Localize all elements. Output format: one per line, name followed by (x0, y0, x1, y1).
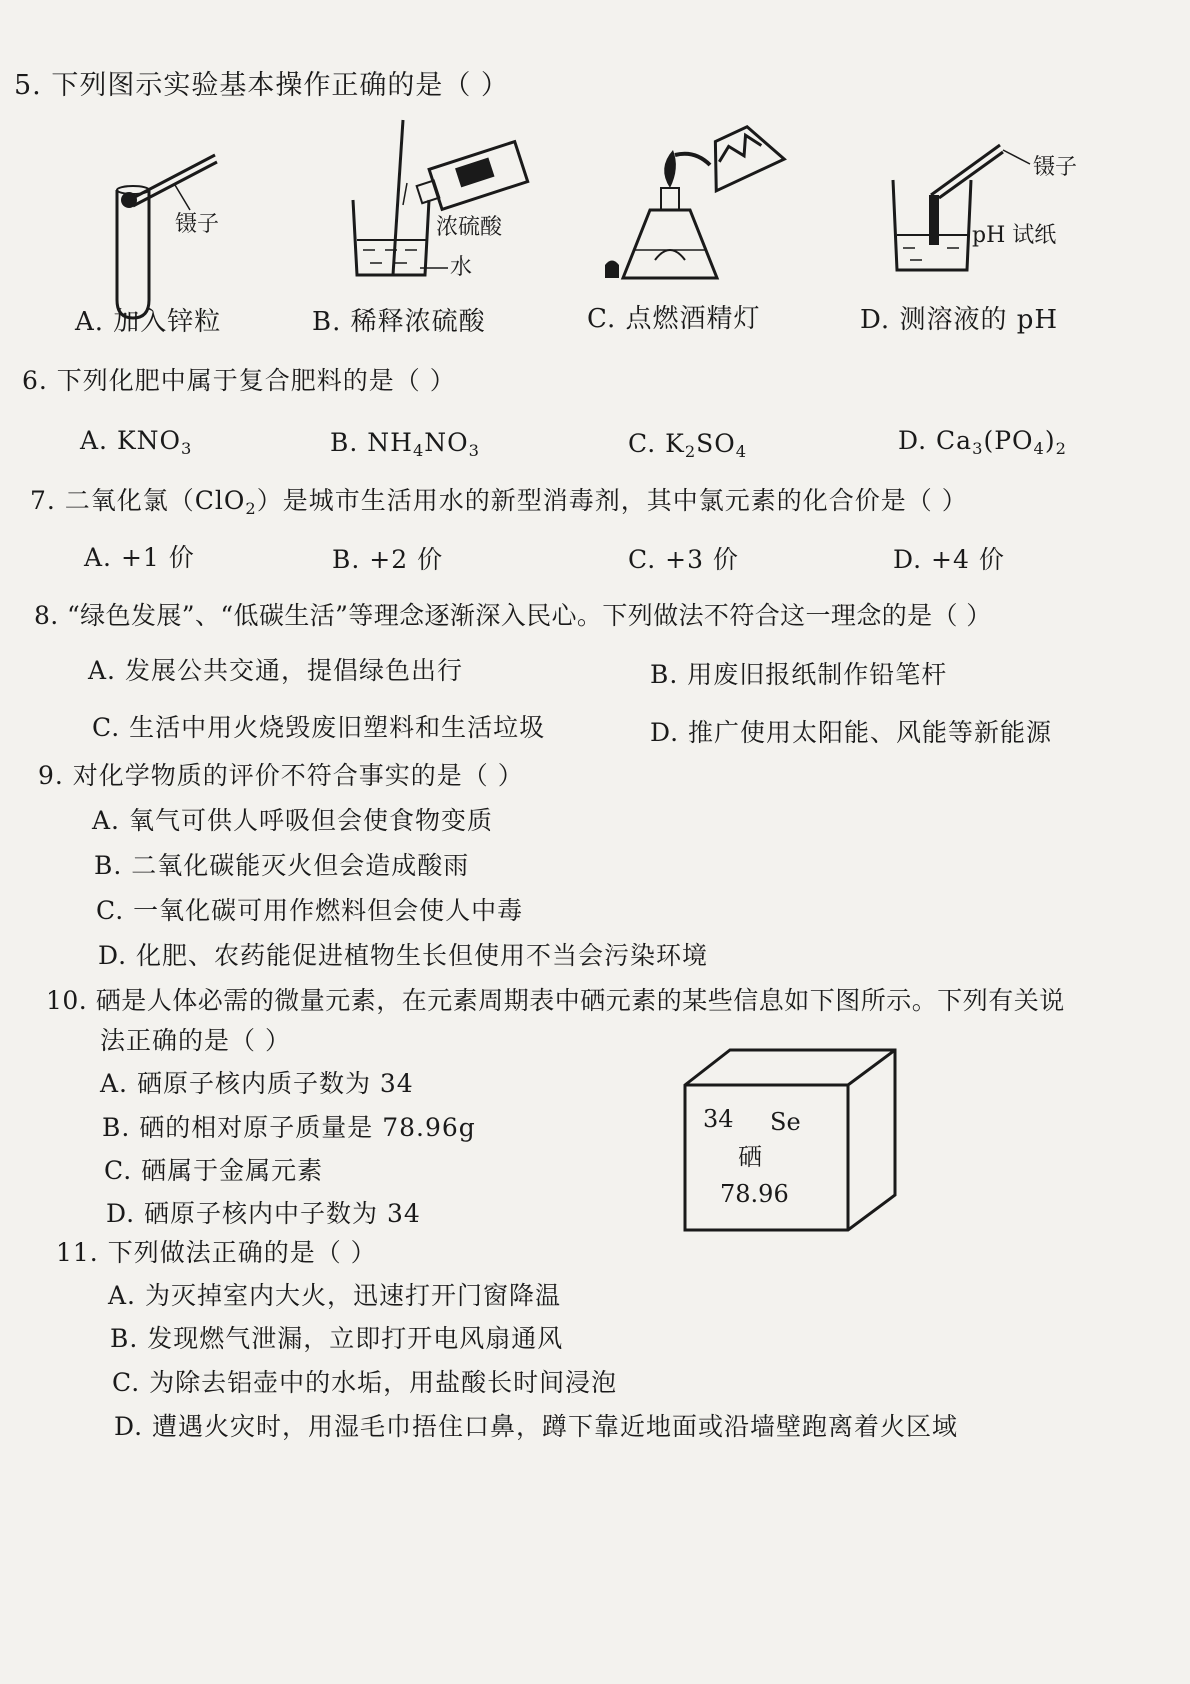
q8-stem: 8. “绿色发展”、“低碳生活”等理念逐渐深入民心。下列做法不符合这一理念的是（ ） (34, 601, 992, 630)
q9-option-b: B. 二氧化碳能灭火但会造成酸雨 (94, 851, 470, 880)
q9-option-c: C. 一氧化碳可用作燃料但会使人中毒 (96, 896, 524, 925)
q10-option-b: B. 硒的相对原子质量是 78.96g (102, 1113, 476, 1142)
q5-option-a: A. 加入锌粒 (75, 307, 222, 337)
q8-option-d: D. 推广使用太阳能、风能等新能源 (650, 718, 1053, 747)
water-pointer (420, 265, 450, 271)
q5-option-d: D. 测溶液的 pH (860, 305, 1059, 335)
q10-stem-line1: 10. 硒是人体必需的微量元素，在元素周期表中硒元素的某些信息如下图所示。下列有关说 (46, 986, 1065, 1015)
q10-stem-line2: 法正确的是（ ） (100, 1026, 291, 1055)
q6-option-c: C. $K_2SO_4$ (628, 429, 748, 461)
q7-option-b: B. +2 价 (332, 545, 444, 574)
alcohol-lamp-figure (595, 110, 785, 290)
q7-option-d: D. +4 价 (893, 545, 1005, 574)
q9-option-d: D. 化肥、农药能促进植物生长但使用不当会污染环境 (98, 941, 709, 970)
element-symbol: Se (770, 1108, 801, 1136)
q10-option-d: D. 硒原子核内中子数为 34 (106, 1199, 421, 1228)
q9-option-a: A. 氧气可供人呼吸但会使食物变质 (92, 806, 493, 835)
q5-stem: 5. 下列图示实验基本操作正确的是（ ） (14, 70, 509, 101)
q8-option-b: B. 用废旧报纸制作铅笔杆 (650, 660, 948, 689)
q8-option-c: C. 生活中用火烧毁废旧塑料和生活垃圾 (92, 713, 546, 742)
q5-option-c: C. 点燃酒精灯 (587, 304, 761, 334)
q7-option-c: C. +3 价 (628, 545, 739, 574)
q11-option-b: B. 发现燃气泄漏，立即打开电风扇通风 (110, 1324, 564, 1353)
q6-option-d: D. $Ca_3(PO_4)_2$ (898, 426, 1067, 458)
ph-test-figure (885, 140, 1045, 290)
water-label: 水 (450, 255, 473, 280)
ph-paper-label: pH 试纸 (972, 223, 1057, 248)
q9-stem: 9. 对化学物质的评价不符合事实的是（ ） (38, 761, 524, 790)
q8-option-a: A. 发展公共交通，提倡绿色出行 (88, 656, 463, 685)
q10-option-c: C. 硒属于金属元素 (104, 1156, 324, 1185)
element-atomic-mass: 78.96 (720, 1180, 789, 1208)
conc-acid-label: 浓硫酸 (436, 215, 503, 240)
q11-option-a: A. 为灭掉室内大火，迅速打开门窗降温 (108, 1281, 561, 1310)
q11-option-c: C. 为除去铝壶中的水垢，用盐酸长时间浸泡 (112, 1368, 618, 1397)
q6-option-b: B. $NH_4NO_3$ (330, 428, 481, 460)
element-name: 硒 (738, 1143, 762, 1171)
element-atomic-number: 34 (703, 1105, 734, 1133)
element-cube (680, 1045, 900, 1235)
q7-option-a: A. +1 价 (84, 543, 195, 572)
q5-option-b: B. 稀释浓硫酸 (312, 307, 486, 337)
tweezers-label-d: 镊子 (1033, 155, 1078, 180)
q6-option-a: A. $KNO_3$ (80, 426, 193, 458)
q11-option-d: D. 遭遇火灾时，用湿毛巾捂住口鼻，蹲下靠近地面或沿墙壁跑离着火区域 (114, 1412, 959, 1441)
q10-option-a: A. 硒原子核内质子数为 34 (100, 1069, 414, 1098)
q7-stem: 7. 二氧化氯（ClO$_2$）是城市生活用水的新型消毒剂，其中氯元素的化合价是（ ） (30, 486, 968, 518)
tweezers-label-a: 镊子 (175, 212, 220, 237)
q6-stem: 6. 下列化肥中属于复合肥料的是（ ） (22, 366, 456, 395)
q11-stem: 11. 下列做法正确的是（ ） (56, 1238, 377, 1267)
